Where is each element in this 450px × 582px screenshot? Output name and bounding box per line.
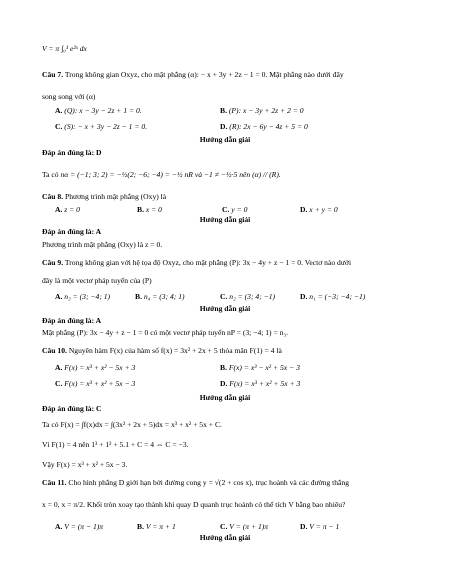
q10-stem: Câu 10. Nguyên hàm F(x) của hàm số f(x) = 3x² + 2x + 5 thỏa mãn F(1) = 4 là [42, 346, 282, 355]
q7-solution: Ta có nα = (−1; 3; 2) = −½(2; −6; −4) = −½ nR và −1 ≠ −½·5 nên (α) // (R). [42, 170, 281, 179]
q8-option-b: B. x = 0 [137, 205, 162, 214]
q11-guide-heading: Hướng dẫn giải [199, 533, 251, 542]
q10-answer: Đáp án đúng là: C [42, 404, 102, 413]
q10-solution-3: Vậy F(x) = x³ + x² + 5x − 3. [42, 460, 128, 469]
q8-option-d: D. x + y = 0 [300, 205, 338, 214]
q9-guide-heading: Hướng dẫn giải [199, 304, 251, 313]
q7-stem-line1 [42, 70, 344, 79]
q9-option-b: B. n₄ = (3; 4; 1) [135, 292, 185, 301]
q9-stem2: đây là một vectơ pháp tuyến của (P) [42, 276, 152, 285]
volume-formula: V = π ∫₀¹ e²ˣ dx [42, 44, 87, 53]
q10-solution-2: Vì F(1) = 4 nên 1³ + 1² + 5.1 + C = 4 ⇔ C = −3. [42, 440, 189, 449]
q10-option-a: A. F(x) = x³ + x² − 5x + 3 [55, 363, 136, 372]
q11-option-d: D. V = π − 1 [300, 522, 340, 531]
q9-option-c: C. n₂ = (3; 4; −1) [220, 292, 276, 301]
q9-option-d: D. n₁ = (−3; −4; −1) [300, 292, 366, 301]
q11-option-a: A. V = (π − 1)π [55, 522, 104, 531]
q7-label: Câu 7. [42, 70, 64, 79]
q10-option-b: B. F(x) = x³ − x² + 5x − 3 [220, 363, 300, 372]
q10-option-d: D. F(x) = x³ + x² + 5x + 3 [220, 379, 301, 388]
q9-answer: Đáp án đúng là: A [42, 316, 102, 325]
q8-option-c: C. y = 0 [222, 205, 248, 214]
q7-stem2: song song với (α) [42, 92, 96, 101]
q11-stem-line1: Câu 11. Cho hình phẳng D giới hạn bởi đường cong y = √(2 + cos x), trục hoành và các đường thẳng [42, 478, 349, 487]
q9-option-a: A. n₃ = (3; −4; 1) [55, 292, 111, 301]
q8-stem: Câu 8. Phương trình mặt phẳng (Oxy) là [42, 192, 167, 201]
q8-guide-heading: Hướng dẫn giải [199, 215, 251, 224]
q11-stem2: x = 0, x = π/2. Khối tròn xoay tạo thành khi quay D quanh trục hoành có thể tích V bằng bao nhiêu? [42, 500, 346, 509]
q8-solution: Phương trình mặt phẳng (Oxy) là z = 0. [42, 240, 163, 249]
q10-option-c: C. F(x) = x³ + x² + 5x − 3 [55, 379, 136, 388]
q9-solution: Mặt phẳng (P): 3x − 4y + z − 1 = 0 có một vectơ pháp tuyến nP = (3; −4; 1) = n₃. [42, 328, 288, 337]
q10-solution-1: Ta có F(x) = ∫f(x)dx = ∫(3x² + 2x + 5)dx = x³ + x² + 5x + C. [42, 420, 222, 429]
q7-option-a: A. (Q): x − 3y − 2z + 1 = 0. [55, 106, 142, 115]
q8-answer: Đáp án đúng là: A [42, 227, 102, 236]
q9-stem-line1: Câu 9. Trong không gian với hệ tọa độ Oxyz, cho mặt phẳng (P): 3x − 4y + z − 1 = 0. Vectơ nào dưới [42, 258, 352, 267]
q7-option-d: D. (R): 2x − 6y − 4z + 5 = 0 [220, 122, 308, 131]
q7-stem1: Trong không gian Oxyz, cho mặt phẳng (α): − x + 3y + 2z − 1 = 0. Mặt phẳng nào dưới đây [64, 70, 344, 79]
q10-guide-heading: Hướng dẫn giải [199, 393, 251, 402]
q8-option-a: A. z = 0 [55, 205, 80, 214]
q7-option-c: C. (S): − x + 3y − 2z − 1 = 0. [55, 122, 148, 131]
q7-option-b: B. (P): x − 3y + 2z + 2 = 0 [220, 106, 304, 115]
q11-option-b: B. V = π + 1 [137, 522, 176, 531]
q11-option-c: C. V = (π + 1)π [220, 522, 269, 531]
q7-guide-heading: Hướng dẫn giải [199, 135, 251, 144]
q7-answer: Đáp án đúng là: D [42, 148, 102, 157]
